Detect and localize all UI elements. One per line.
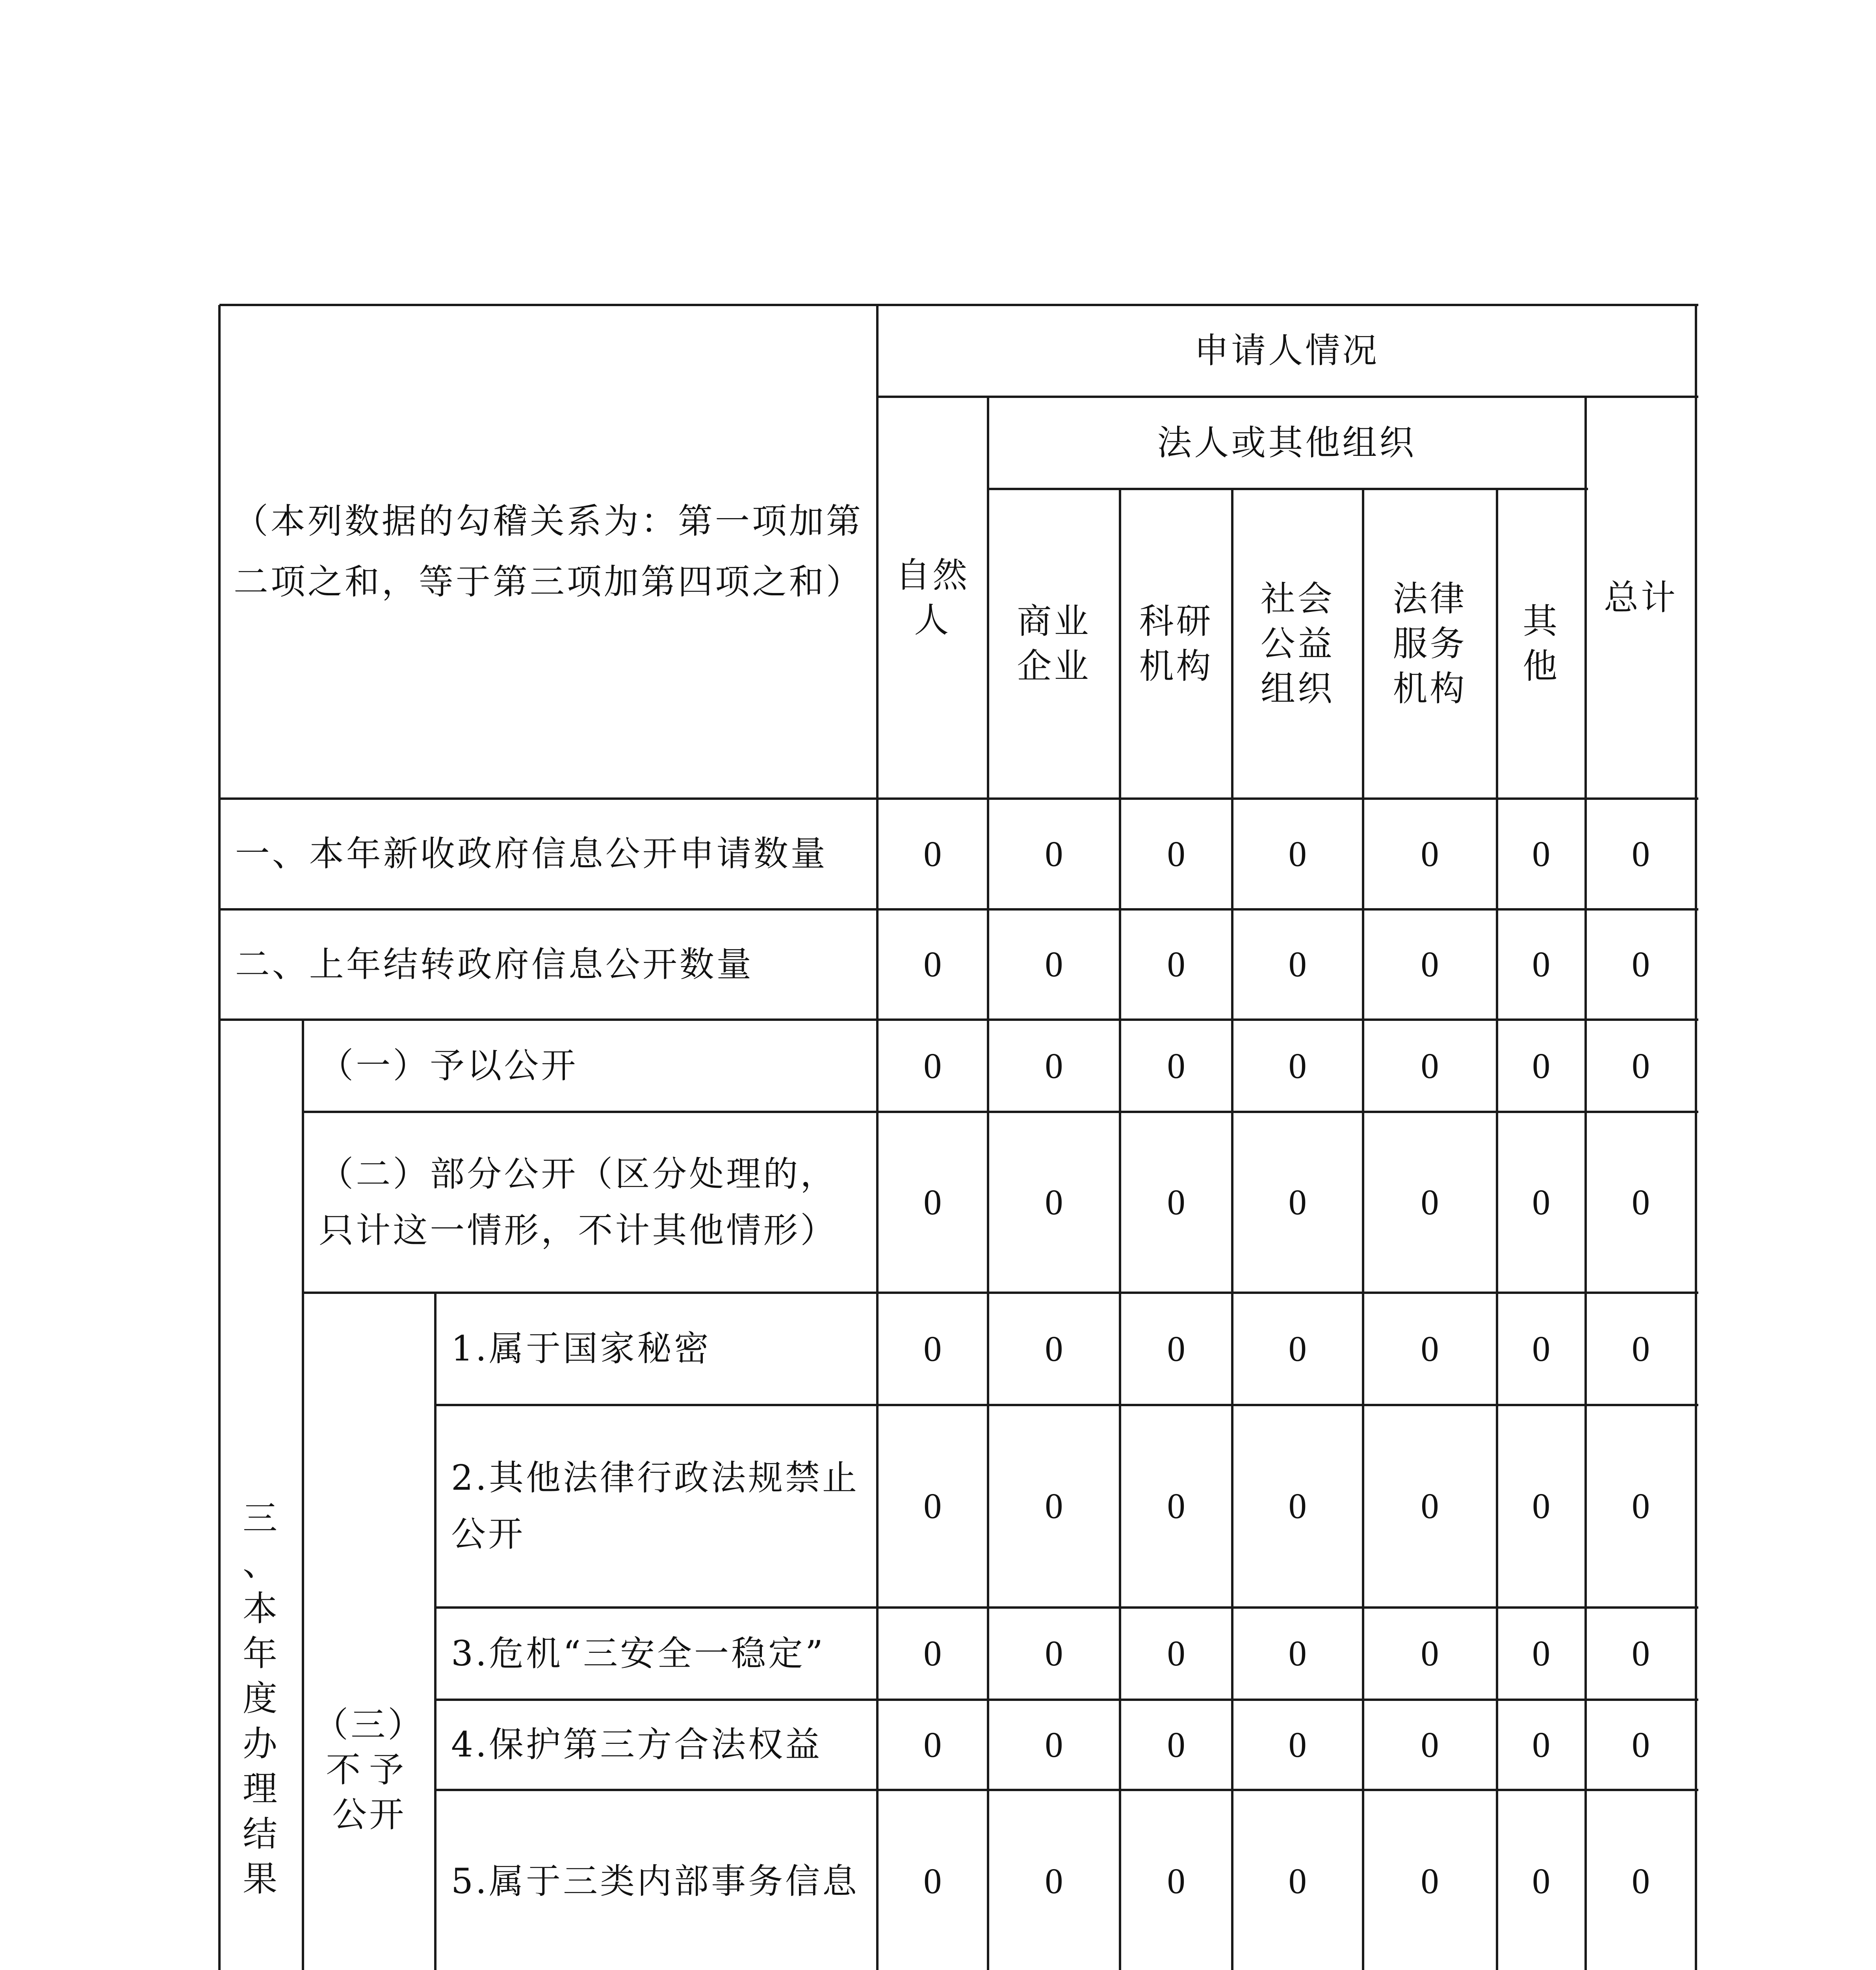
value-cell: 0	[1288, 1486, 1307, 1526]
value-cell: 0	[1288, 1724, 1307, 1765]
value-cell: 0	[1045, 1182, 1063, 1222]
value-cell: 0	[923, 1182, 942, 1222]
value-cell: 0	[1632, 944, 1650, 985]
value-cell: 0	[1421, 1045, 1439, 1086]
legal-or-other-org-header: 法人或其他组织	[1157, 422, 1417, 463]
col-other-header: 其 他	[1523, 600, 1560, 687]
col-total-header: 总计	[1603, 577, 1678, 618]
value-cell: 0	[1167, 1328, 1185, 1369]
value-cell: 0	[1632, 1045, 1650, 1086]
value-cell: 0	[1045, 1633, 1063, 1674]
value-cell: 0	[1045, 944, 1063, 985]
value-cell: 0	[1045, 1486, 1063, 1526]
value-cell: 0	[1288, 1633, 1307, 1674]
col-legal-service-header: 法律 服务 机构	[1393, 578, 1467, 709]
value-cell: 0	[1532, 1633, 1551, 1674]
col-research-header: 科研 机构	[1139, 600, 1213, 687]
value-cell: 0	[923, 833, 942, 874]
value-cell: 0	[1288, 1045, 1307, 1086]
value-cell: 0	[1167, 1633, 1185, 1674]
value-cell: 0	[1288, 833, 1307, 874]
value-cell: 0	[1421, 1724, 1439, 1765]
value-cell: 0	[1532, 1182, 1551, 1222]
value-cell: 0	[1421, 1328, 1439, 1369]
col-business-header: 商业 企业	[1017, 600, 1091, 687]
value-cell: 0	[1532, 1724, 1551, 1765]
value-cell: 0	[1045, 1045, 1063, 1086]
row-label: 3.危机“三安全一稳定”	[451, 1633, 825, 1674]
table-note: （本列数据的勾稽关系为：第一项加第二项之和，等于第三项加第四项之和）	[233, 501, 863, 602]
value-cell: 0	[1288, 1328, 1307, 1369]
value-cell: 0	[1532, 1486, 1551, 1526]
value-cell: 0	[1288, 1182, 1307, 1222]
value-cell: 0	[1632, 1328, 1650, 1369]
value-cell: 0	[1632, 833, 1650, 874]
value-cell: 0	[1045, 833, 1063, 874]
value-cell: 0	[1167, 1182, 1185, 1222]
value-cell: 0	[1421, 1486, 1439, 1526]
row-label: 1.属于国家秘密	[451, 1328, 711, 1369]
value-cell: 0	[923, 1724, 942, 1765]
value-cell: 0	[1421, 1182, 1439, 1222]
group-3-sub-label: （三） 不予 公开	[314, 1704, 425, 1835]
row-label: 一、本年新收政府信息公开申请数量	[235, 833, 828, 874]
value-cell: 0	[1167, 833, 1185, 874]
row-label: （二）部分公开（区分处理的，只计这一情形，不计其他情形）	[319, 1153, 838, 1251]
value-cell: 0	[1421, 1633, 1439, 1674]
value-cell: 0	[923, 944, 942, 985]
value-cell: 0	[1045, 1861, 1063, 1901]
value-cell: 0	[1532, 1328, 1551, 1369]
row-label: （一）予以公开	[319, 1045, 578, 1086]
value-cell: 0	[1288, 944, 1307, 985]
value-cell: 0	[1167, 1861, 1185, 1901]
value-cell: 0	[1045, 1328, 1063, 1369]
row-label: 2.其他法律行政法规禁止公开	[451, 1457, 859, 1554]
applicant-situation-header: 申请人情况	[1194, 330, 1380, 371]
value-cell: 0	[923, 1328, 942, 1369]
value-cell: 0	[1421, 944, 1439, 985]
value-cell: 0	[923, 1486, 942, 1526]
value-cell: 0	[1045, 1724, 1063, 1765]
value-cell: 0	[1167, 944, 1185, 985]
col-natural-person-header: 自然 人	[895, 554, 970, 641]
value-cell: 0	[1532, 944, 1551, 985]
value-cell: 0	[1167, 1486, 1185, 1526]
col-social-welfare-header: 社会 公益 组织	[1260, 578, 1335, 709]
row-label: 二、上年结转政府信息公开数量	[235, 944, 754, 985]
value-cell: 0	[923, 1045, 942, 1086]
value-cell: 0	[1167, 1724, 1185, 1765]
value-cell: 0	[1632, 1724, 1650, 1765]
value-cell: 0	[1632, 1486, 1650, 1526]
row-label: 4.保护第三方合法权益	[451, 1724, 822, 1765]
value-cell: 0	[923, 1861, 942, 1901]
value-cell: 0	[1288, 1861, 1307, 1901]
value-cell: 0	[1421, 833, 1439, 874]
value-cell: 0	[1632, 1182, 1650, 1222]
value-cell: 0	[1532, 1861, 1551, 1901]
value-cell: 0	[1167, 1045, 1185, 1086]
value-cell: 0	[1532, 1045, 1551, 1086]
row-label: 5.属于三类内部事务信息	[451, 1860, 859, 1901]
value-cell: 0	[1632, 1861, 1650, 1901]
value-cell: 0	[923, 1633, 942, 1674]
value-cell: 0	[1632, 1633, 1650, 1674]
group-3-label: 三 、 本 年 度 办 理 结 果	[242, 1498, 280, 1899]
value-cell: 0	[1421, 1861, 1439, 1901]
value-cell: 0	[1532, 833, 1551, 874]
